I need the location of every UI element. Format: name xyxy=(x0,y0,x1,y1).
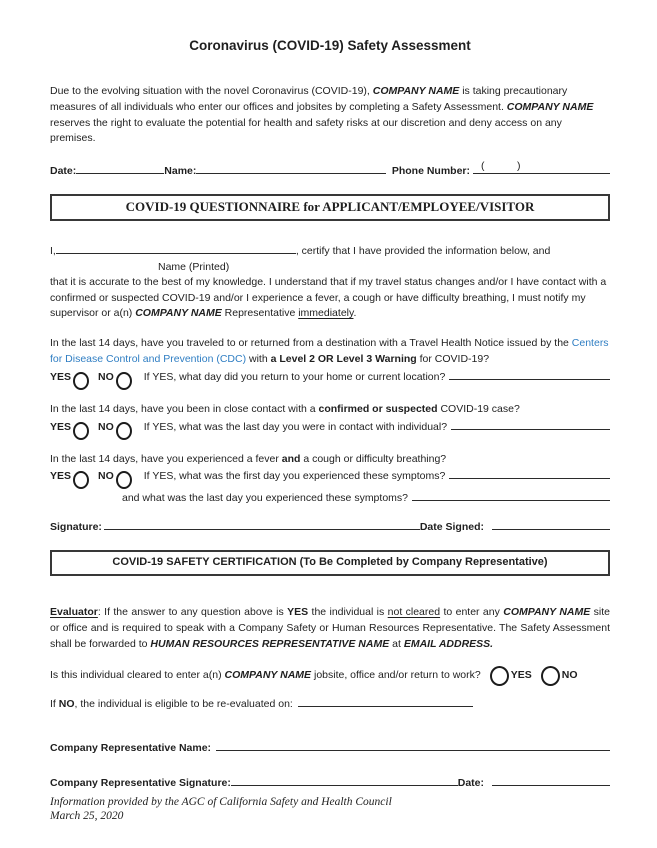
rep-signature-row xyxy=(50,776,610,792)
date-field-line[interactable] xyxy=(76,164,164,174)
phone-label: Phone Number: xyxy=(391,165,470,178)
date-signed-label: Date Signed: xyxy=(419,521,484,534)
q3-first-day-line[interactable] xyxy=(449,469,610,479)
page-title: Coronavirus (COVID-19) Safety Assessment xyxy=(189,38,471,53)
certify-line xyxy=(50,244,610,260)
question-3-text: In the last 14 days, have you experienced a fever and a cough or difficulty breathing? xyxy=(50,452,447,465)
q2-yes-radio[interactable] xyxy=(73,422,89,440)
q3-last-day-line[interactable] xyxy=(412,491,610,501)
date-label: Date: xyxy=(50,165,77,178)
name-label: Name: xyxy=(164,165,197,178)
header-fields-row xyxy=(50,160,610,180)
rep-signature-line[interactable] xyxy=(231,776,458,786)
q2-yes-label: YES xyxy=(50,420,72,433)
intro-paragraph: Due to the evolving situation with the novel Coronavirus (COVID-19), COMPANY NAME is taking precautionary measures of all individuals who enter our offices and jobsites by completing a Safety Assessment. COMPANY NAME reserves the right to evaluate the potential for health and safety risks at our discretion and deny access on any premises. xyxy=(50,85,594,145)
cleared-question-text: Is this individual cleared to enter a(n) COMPANY NAME jobsite, office and/or return to work? xyxy=(50,669,481,682)
evaluator-paragraph: Evaluator: If the answer to any question above is YES the individual is not cleared to enter any COMPANY NAME site or office and is required to speak with a Company Safety or Human Resources Representative. The Safety Assessment shall be forwarded to HUMAN RESOURCES REPRESENTATIVE NAME at EMAIL ADDRESS. xyxy=(50,605,610,650)
questionnaire-section-header: COVID-19 QUESTIONNAIRE for APPLICANT/EMPLOYEE/VISITOR xyxy=(50,194,610,221)
phone-paren-open: ( xyxy=(481,160,485,173)
rep-date-line[interactable] xyxy=(492,776,610,786)
question-3 xyxy=(50,452,610,508)
question-1-answer-row xyxy=(50,370,610,392)
q3-yes-radio[interactable] xyxy=(73,471,89,489)
question-1-text: In the last 14 days, have you traveled to or returned from a destination with a Travel Health Notice issued by the Centers for Disease Control and Prevention (CDC) with a Level 2 OR Level 3 Warning for COVID-19? xyxy=(50,337,609,365)
q3-no-radio[interactable] xyxy=(116,471,132,489)
footer xyxy=(50,795,610,824)
date-signed-line[interactable] xyxy=(492,520,610,530)
cleared-question-row xyxy=(50,664,610,688)
rep-signature-label: Company Representative Signature: xyxy=(50,777,231,790)
q1-return-date-line[interactable] xyxy=(449,370,610,380)
q1-no-label: NO xyxy=(98,370,114,383)
cleared-yes-radio[interactable] xyxy=(490,666,509,686)
q1-yes-label: YES xyxy=(50,370,72,383)
rep-date-label: Date: xyxy=(457,777,484,790)
cleared-yes-label: YES xyxy=(510,669,532,682)
question-2 xyxy=(50,402,610,442)
q3-first-day-text: If YES, what was the first day you experienced these symptoms? xyxy=(143,470,446,483)
question-3-answer-row xyxy=(50,469,610,491)
certification-section-header: COVID-19 SAFETY CERTIFICATION (To Be Completed by Company Representative) xyxy=(50,550,610,576)
signature-line[interactable] xyxy=(104,520,420,530)
q1-followup-text: If YES, what day did you return to your home or current location? xyxy=(143,370,446,383)
name-printed-caption: Name (Printed) xyxy=(158,260,230,273)
certify-prefix: I, xyxy=(50,244,56,257)
rep-name-line[interactable] xyxy=(216,741,610,751)
signature-label: Signature: xyxy=(50,521,102,534)
q3-last-day-text: and what was the last day you experienced these symptoms? xyxy=(122,492,408,505)
cleared-no-label: NO xyxy=(561,669,578,682)
certify-suffix: , certify that I have provided the information below, and xyxy=(295,244,551,257)
reevaluation-text: If NO, the individual is eligible to be re-evaluated on: xyxy=(50,698,293,711)
q2-followup-text: If YES, what was the last day you were in contact with individual? xyxy=(143,420,448,433)
certify-body-paragraph: that it is accurate to the best of my knowledge. I understand that if my travel status changes and/or I have contact with a confirmed or suspected COVID-19 and/or I experience a fever, a cough or have difficulty breathing, I must notify my supervisor or a(n) COMPANY NAME Representative immediately. xyxy=(50,275,607,320)
q1-yes-radio[interactable] xyxy=(73,372,89,390)
printed-name-field-line[interactable] xyxy=(56,244,296,254)
cdc-link[interactable]: Centers for Disease Control and Prevention (CDC) xyxy=(50,337,609,365)
footer-date: March 25, 2020 xyxy=(50,810,124,823)
reevaluation-row xyxy=(50,697,610,715)
question-2-answer-row xyxy=(50,420,610,442)
rep-name-label: Company Representative Name: xyxy=(50,742,212,755)
q1-no-radio[interactable] xyxy=(116,372,132,390)
rep-name-row xyxy=(50,741,610,757)
q3-no-label: NO xyxy=(98,470,114,483)
signature-row xyxy=(50,520,610,536)
name-field-line[interactable] xyxy=(196,164,385,174)
footer-attribution: Information provided by the AGC of California Safety and Health Council xyxy=(50,795,392,808)
question-2-text: In the last 14 days, have you been in close contact with a confirmed or suspected COVID-19 case? xyxy=(50,402,520,415)
q3-yes-label: YES xyxy=(50,470,72,483)
q2-last-contact-line[interactable] xyxy=(451,420,610,430)
question-1 xyxy=(50,336,610,392)
cleared-no-radio[interactable] xyxy=(541,666,560,686)
phone-paren-close: ) xyxy=(517,160,521,173)
reevaluation-date-line[interactable] xyxy=(298,697,473,707)
phone-field-line[interactable] xyxy=(473,160,610,174)
q2-no-label: NO xyxy=(98,420,114,433)
q2-no-radio[interactable] xyxy=(116,422,132,440)
question-3-second-row xyxy=(122,491,610,507)
